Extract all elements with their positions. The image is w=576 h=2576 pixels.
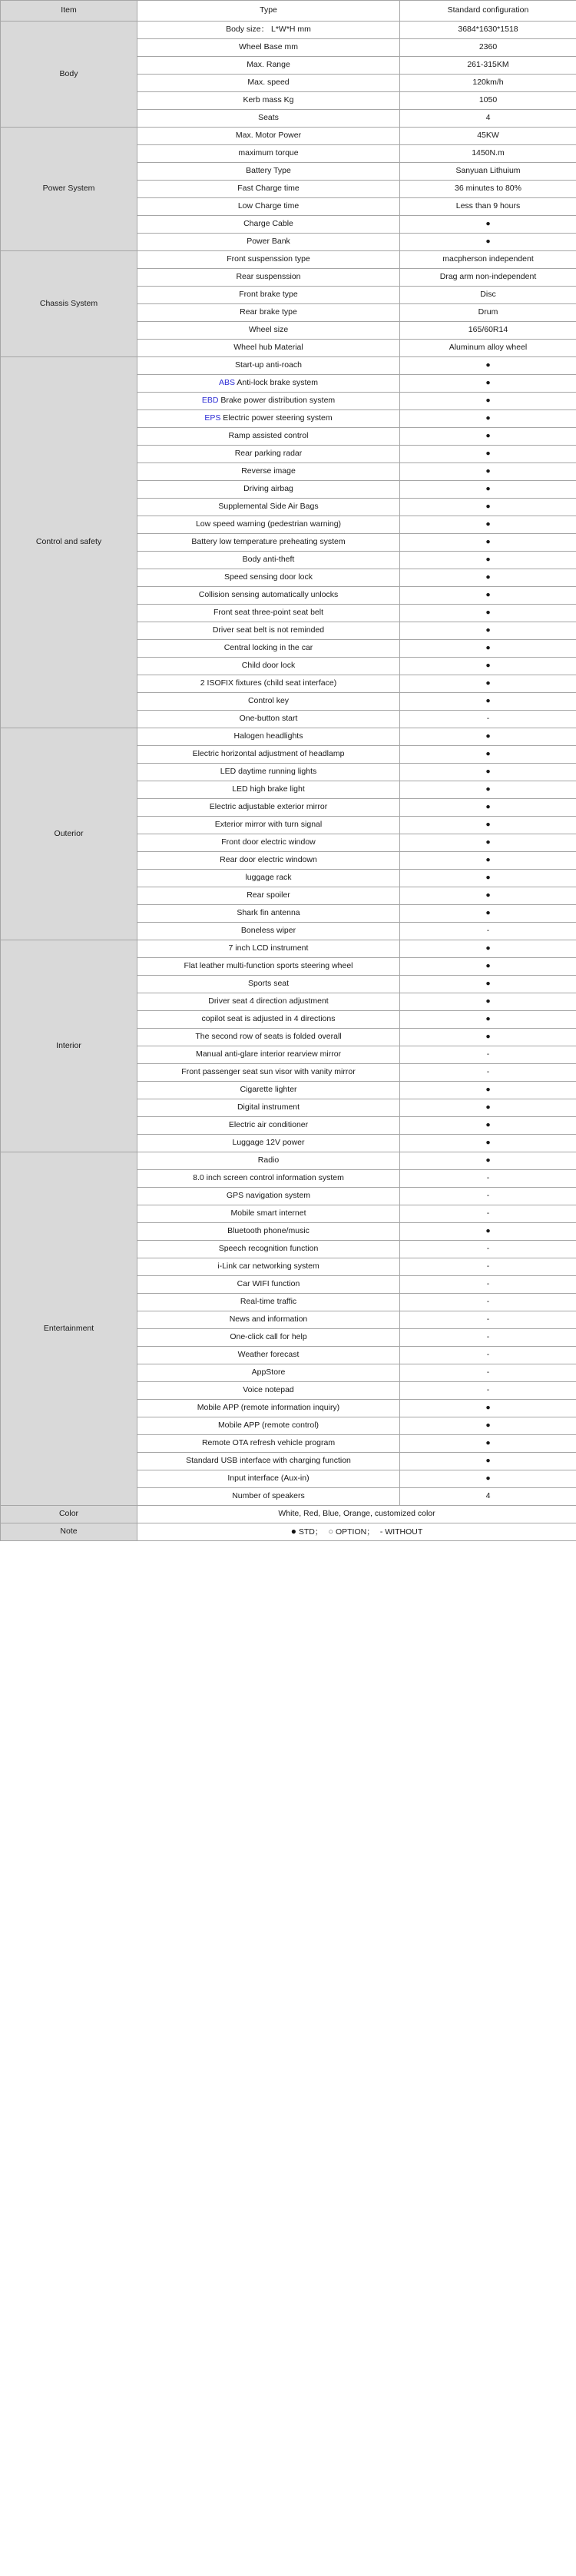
standard-included-dot-icon: ● [400,799,576,817]
acronym-highlight: EBD [201,396,219,406]
row-type-label: Input interface (Aux-in) [137,1470,400,1488]
row-value: 36 minutes to 80% [400,181,576,198]
row-type-label: Wheel size [137,322,400,340]
row-value: Drag arm non-independent [400,269,576,287]
row-type-label: Bluetooth phone/music [137,1223,400,1241]
standard-included-dot-icon: ● [400,622,576,640]
row-type-label: maximum torque [137,145,400,163]
standard-included-dot-icon: ● [400,1470,576,1488]
row-type-label: Rear brake type [137,304,400,322]
table-row [1,128,576,145]
row-value: 4 [400,110,576,128]
row-type-label: 2 ISOFIX fixtures (child seat interface) [137,675,400,693]
standard-included-dot-icon: ● [400,1453,576,1470]
row-type-label: Car WIFI function [137,1276,400,1294]
standard-included-dot-icon: ● [400,428,576,446]
row-type-label: Driving airbag [137,481,400,499]
header-type: Type [137,1,400,22]
standard-included-dot-icon: ● [400,516,576,534]
row-value: 45KW [400,128,576,145]
standard-included-dot-icon: ● [400,887,576,905]
row-type-label: Halogen headlights [137,728,400,746]
standard-included-dot-icon: ● [400,410,576,428]
row-type-label: Child door lock [137,658,400,675]
row-type-label: Max. speed [137,75,400,92]
standard-without-dash-icon: - [400,1241,576,1258]
standard-without-dash-icon: - [400,1205,576,1223]
row-type-label: Electric air conditioner [137,1117,400,1135]
table-row [1,251,576,269]
row-type-label: Number of speakers [137,1488,400,1506]
row-value: macpherson independent [400,251,576,269]
standard-without-dash-icon: - [400,1188,576,1205]
standard-without-dash-icon: - [400,923,576,940]
row-type-label: Electric horizontal adjustment of headlamp [137,746,400,764]
row-value: 120km/h [400,75,576,92]
row-type-label: Front seat three-point seat belt [137,605,400,622]
row-type-label: copilot seat is adjusted in 4 directions [137,1011,400,1029]
standard-without-dash-icon: - [400,1311,576,1329]
table-row [1,728,576,746]
row-type-label: Fast Charge time [137,181,400,198]
standard-included-dot-icon: ● [400,958,576,976]
row-type-label: Mobile smart internet [137,1205,400,1223]
row-type-label: Max. Motor Power [137,128,400,145]
standard-without-dash-icon: - [400,1347,576,1364]
standard-included-dot-icon: ● [400,393,576,410]
row-type-label: Shark fin antenna [137,905,400,923]
header-standard-configuration: Standard configuration [400,1,576,22]
legend-without-dash-icon: - [379,1527,383,1537]
group-label-control-and-safety: Control and safety [1,357,137,728]
row-type-label: One-click call for help [137,1329,400,1347]
standard-included-dot-icon: ● [400,693,576,711]
row-value: 4 [400,1488,576,1506]
standard-included-dot-icon: ● [400,675,576,693]
row-type-label: Supplemental Side Air Bags [137,499,400,516]
row-type-label: Collision sensing automatically unlocks [137,587,400,605]
standard-included-dot-icon: ● [400,817,576,834]
row-type-label: Manual anti-glare interior rearview mirror [137,1046,400,1064]
row-type-label: Sports seat [137,976,400,993]
row-value: Less than 9 hours [400,198,576,216]
row-type-label: Wheel Base mm [137,39,400,57]
row-type-label: Standard USB interface with charging function [137,1453,400,1470]
standard-without-dash-icon: - [400,1382,576,1400]
standard-included-dot-icon: ● [400,658,576,675]
table-header [1,1,576,22]
standard-included-dot-icon: ● [400,1152,576,1170]
standard-included-dot-icon: ● [400,1400,576,1417]
row-value: Sanyuan Lithuium [400,163,576,181]
standard-included-dot-icon: ● [400,234,576,251]
row-type-label: Battery low temperature preheating system [137,534,400,552]
table-row [1,1152,576,1170]
standard-included-dot-icon: ● [400,1099,576,1117]
standard-included-dot-icon: ● [400,1029,576,1046]
row-value: 1450N.m [400,145,576,163]
row-type-label: Front brake type [137,287,400,304]
standard-included-dot-icon: ● [400,1082,576,1099]
row-type-label: Power Bank [137,234,400,251]
row-type-label: Front suspenssion type [137,251,400,269]
row-type-label: The second row of seats is folded overall [137,1029,400,1046]
standard-without-dash-icon: - [400,1064,576,1082]
row-value: Drum [400,304,576,322]
row-type-label: LED high brake light [137,781,400,799]
standard-included-dot-icon: ● [400,569,576,587]
row-type-label: Digital instrument [137,1099,400,1117]
note-row [1,1523,576,1541]
row-type-label: Driver seat 4 direction adjustment [137,993,400,1011]
row-type-label: Weather forecast [137,1347,400,1364]
group-label-body: Body [1,22,137,128]
row-type-label: Speech recognition function [137,1241,400,1258]
row-value: 1050 [400,92,576,110]
row-type-label: GPS navigation system [137,1188,400,1205]
standard-included-dot-icon: ● [400,993,576,1011]
row-type-label: Rear parking radar [137,446,400,463]
standard-included-dot-icon: ● [400,640,576,658]
standard-included-dot-icon: ● [400,852,576,870]
row-type-label: Boneless wiper [137,923,400,940]
row-value: 2360 [400,39,576,57]
standard-included-dot-icon: ● [400,552,576,569]
standard-included-dot-icon: ● [400,781,576,799]
row-type-label: Battery Type [137,163,400,181]
row-value: 165/60R14 [400,322,576,340]
row-type-label: ABS Anti-lock brake system [137,375,400,393]
standard-included-dot-icon: ● [400,446,576,463]
note-label: Note [1,1523,137,1541]
standard-included-dot-icon: ● [400,870,576,887]
row-type-label: Speed sensing door lock [137,569,400,587]
standard-included-dot-icon: ● [400,905,576,923]
group-label-interior: Interior [1,940,137,1152]
row-value: Disc [400,287,576,304]
standard-without-dash-icon: - [400,1329,576,1347]
row-type-label: luggage rack [137,870,400,887]
row-type-label: One-button start [137,711,400,728]
group-label-power-system: Power System [1,128,137,251]
row-value: 261-315KM [400,57,576,75]
standard-without-dash-icon: - [400,1170,576,1188]
row-type-label: Electric adjustable exterior mirror [137,799,400,817]
row-type-label: Rear door electric windown [137,852,400,870]
row-type-label: Rear spoiler [137,887,400,905]
standard-included-dot-icon: ● [400,587,576,605]
standard-included-dot-icon: ● [400,1223,576,1241]
row-type-label: Max. Range [137,57,400,75]
standard-included-dot-icon: ● [400,1417,576,1435]
legend-std-dot-icon: ● [290,1525,296,1537]
legend-std-text: STD； [298,1527,323,1537]
group-label-chassis-system: Chassis System [1,251,137,357]
row-type-label: Charge Cable [137,216,400,234]
row-type-label: Front passenger seat sun visor with vanity mirror [137,1064,400,1082]
standard-included-dot-icon: ● [400,499,576,516]
row-type-label: 7 inch LCD instrument [137,940,400,958]
row-type-label: Real-time traffic [137,1294,400,1311]
standard-included-dot-icon: ● [400,216,576,234]
standard-included-dot-icon: ● [400,764,576,781]
legend-option-text: OPTION； [335,1527,375,1537]
group-label-outerior: Outerior [1,728,137,940]
standard-included-dot-icon-blue: ● [400,357,576,375]
row-type-label: Low speed warning (pedestrian warning) [137,516,400,534]
standard-without-dash-icon: - [400,1046,576,1064]
color-value: White, Red, Blue, Orange, customized color [137,1506,576,1523]
row-type-label: Exterior mirror with turn signal [137,817,400,834]
standard-without-dash-icon: - [400,1294,576,1311]
row-type-label: Central locking in the car [137,640,400,658]
standard-without-dash-icon: - [400,1364,576,1382]
row-type-label: Body size： L*W*H mm [137,22,400,39]
standard-included-dot-icon: ● [400,834,576,852]
standard-included-dot-icon: ● [400,463,576,481]
row-type-label: Low Charge time [137,198,400,216]
standard-without-dash-icon: - [400,711,576,728]
table-row [1,357,576,375]
color-row [1,1506,576,1523]
header-row [1,1,576,22]
row-type-label: Mobile APP (remote information inquiry) [137,1400,400,1417]
row-type-label: Kerb mass Kg [137,92,400,110]
row-type-label: Start-up anti-roach [137,357,400,375]
legend-without-text: WITHOUT [385,1527,423,1537]
row-value: 3684*1630*1518 [400,22,576,39]
row-type-label: Mobile APP (remote control) [137,1417,400,1435]
row-type-label: Cigarette lighter [137,1082,400,1099]
standard-included-dot-icon: ● [400,1011,576,1029]
row-type-label: AppStore [137,1364,400,1382]
standard-included-dot-icon: ● [400,1135,576,1152]
row-value: Aluminum alloy wheel [400,340,576,357]
header-item: Item [1,1,137,22]
legend-option-circle-icon: ○ [328,1527,334,1537]
row-type-label: Seats [137,110,400,128]
color-label: Color [1,1506,137,1523]
row-type-label: EPS Electric power steering system [137,410,400,428]
row-type-label: Reverse image [137,463,400,481]
row-type-label: News and information [137,1311,400,1329]
table-row [1,22,576,39]
row-type-label: Body anti-theft [137,552,400,569]
acronym-highlight: EPS [204,413,221,423]
row-type-label: i-Link car networking system [137,1258,400,1276]
standard-included-dot-icon-red: ● [400,534,576,552]
standard-without-dash-icon: - [400,1258,576,1276]
note-legend [137,1523,576,1541]
row-type-label: Flat leather multi-function sports steering wheel [137,958,400,976]
standard-included-dot-icon: ● [400,1117,576,1135]
group-label-entertainment: Entertainment [1,1152,137,1506]
row-type-label: Luggage 12V power [137,1135,400,1152]
row-type-label: Front door electric window [137,834,400,852]
standard-included-dot-icon: ● [400,746,576,764]
row-type-label: EBD Brake power distribution system [137,393,400,410]
row-type-label: 8.0 inch screen control information system [137,1170,400,1188]
row-type-label: Remote OTA refresh vehicle program [137,1435,400,1453]
row-type-label: Driver seat belt is not reminded [137,622,400,640]
row-type-label: Voice notepad [137,1382,400,1400]
table-body [1,22,576,1541]
row-type-label: Radio [137,1152,400,1170]
row-type-label: Wheel hub Material [137,340,400,357]
standard-included-dot-icon: ● [400,605,576,622]
standard-without-dash-icon: - [400,1276,576,1294]
row-type-label: Ramp assisted control [137,428,400,446]
acronym-highlight: ABS [219,378,236,388]
row-type-label: LED daytime running lights [137,764,400,781]
standard-included-dot-icon: ● [400,375,576,393]
standard-included-dot-icon: ● [400,976,576,993]
row-type-label: Rear suspenssion [137,269,400,287]
standard-included-dot-icon: ● [400,728,576,746]
standard-included-dot-icon: ● [400,1435,576,1453]
row-type-label: Control key [137,693,400,711]
standard-included-dot-icon: ● [400,481,576,499]
standard-included-dot-icon: ● [400,940,576,958]
table-row [1,940,576,958]
